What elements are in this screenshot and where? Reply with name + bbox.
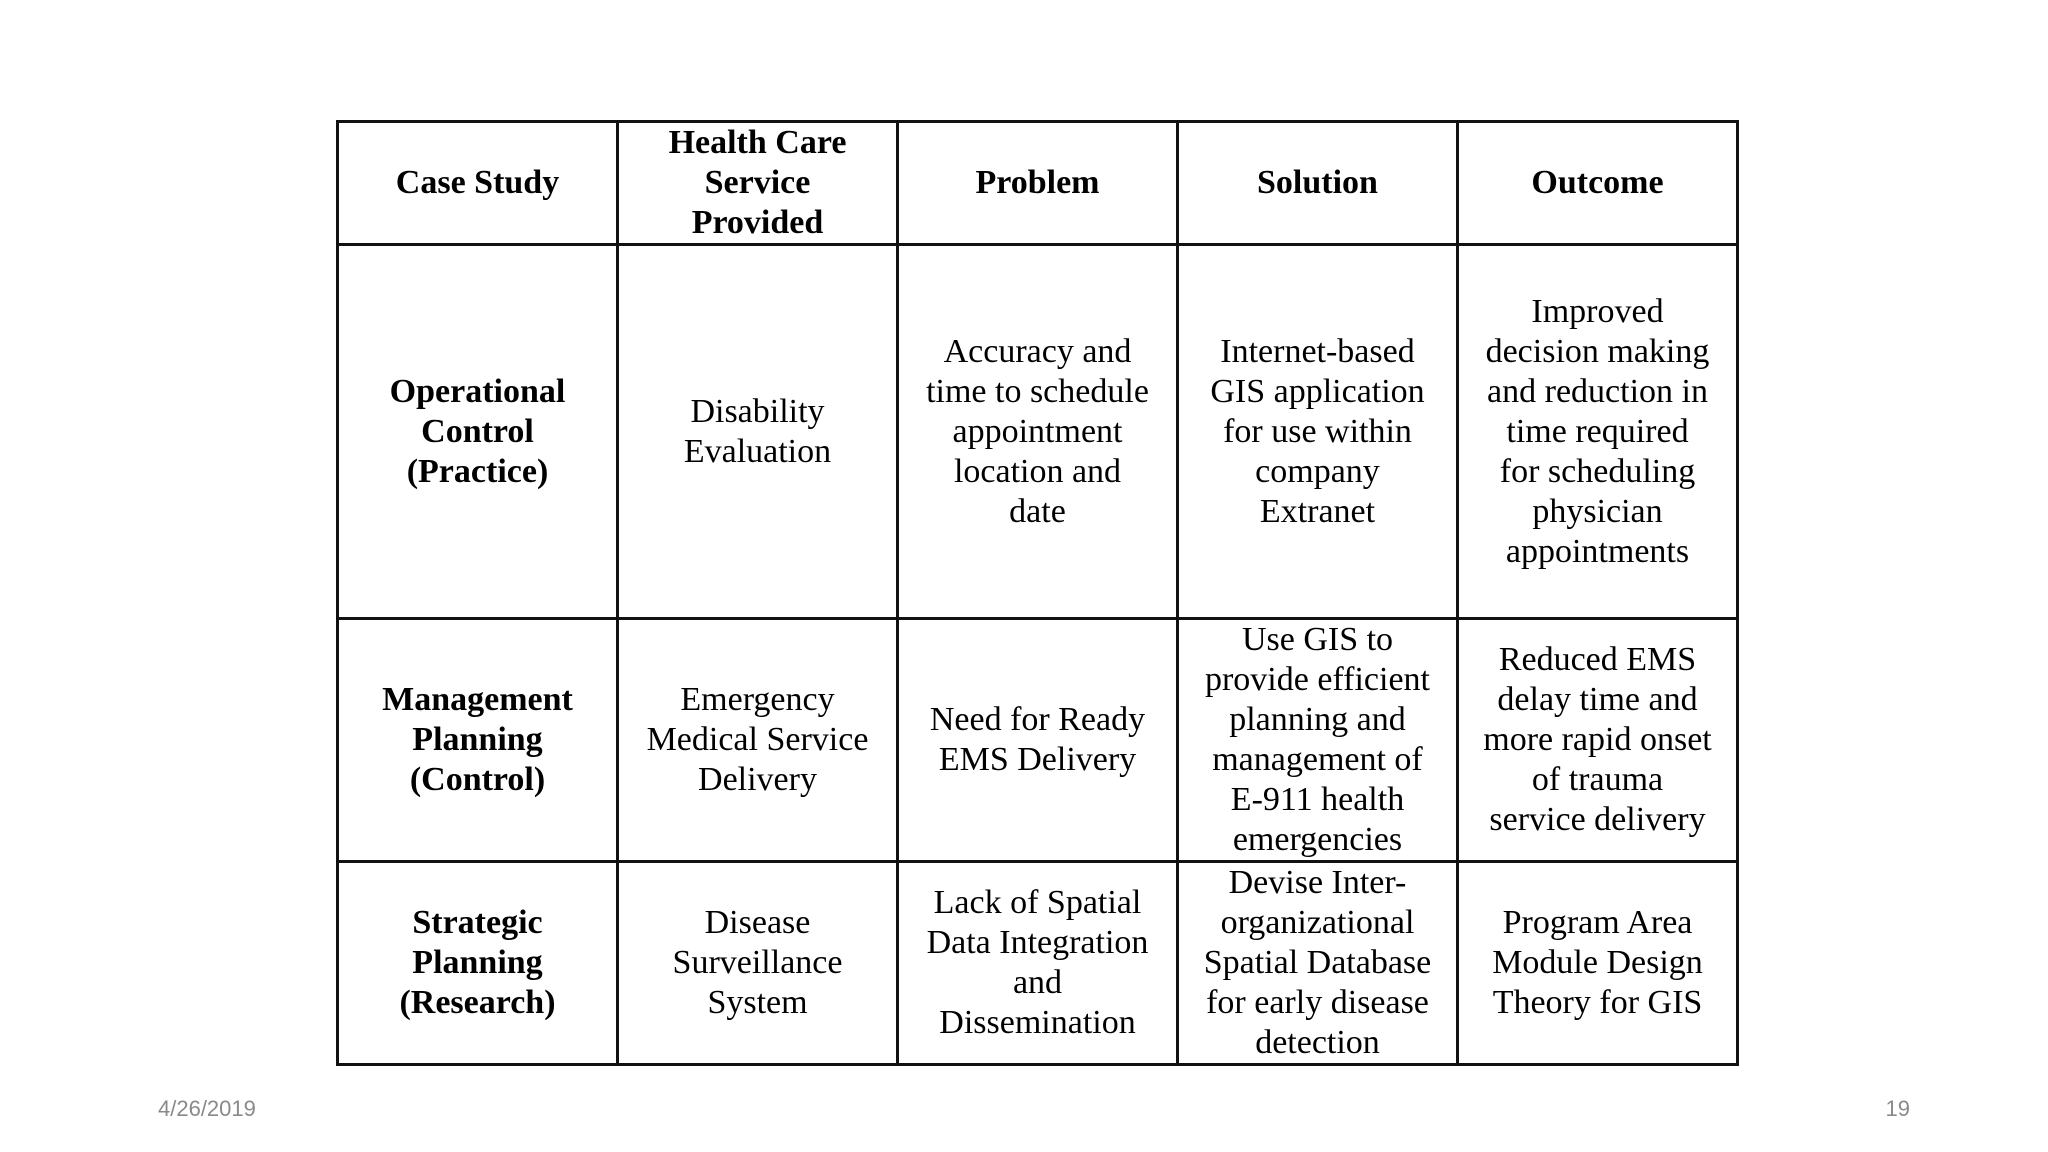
- case-study-table: [336, 120, 1739, 1066]
- row-service: Emergency Medical Service Delivery: [618, 619, 898, 862]
- row-problem: Lack of Spatial Data Integration and Dissemination: [898, 862, 1178, 1065]
- table-row: [338, 245, 1738, 619]
- row-solution: Devise Inter- organizational Spatial Database for early disease detection: [1178, 862, 1458, 1065]
- header-health-care-service: Health Care Service Provided: [618, 122, 898, 245]
- footer-page-number: 19: [1885, 1096, 1910, 1121]
- row-outcome: Improved decision making and reduction in time required for scheduling physician appointments: [1458, 245, 1738, 619]
- row-case-study: Management Planning (Control): [338, 619, 618, 862]
- header-case-study: Case Study: [338, 122, 618, 245]
- footer-date: 4/26/2019: [158, 1096, 256, 1121]
- row-outcome: Reduced EMS delay time and more rapid onset of trauma service delivery: [1458, 619, 1738, 862]
- table-row: [338, 862, 1738, 1065]
- header-problem: Problem: [898, 122, 1178, 245]
- row-service: Disability Evaluation: [618, 245, 898, 619]
- row-solution: Use GIS to provide efficient planning and management of E-911 health emergencies: [1178, 619, 1458, 862]
- header-solution: Solution: [1178, 122, 1458, 245]
- table-row: [338, 619, 1738, 862]
- row-case-study: Strategic Planning (Research): [338, 862, 618, 1065]
- row-problem: Accuracy and time to schedule appointment location and date: [898, 245, 1178, 619]
- row-outcome: Program Area Module Design Theory for GIS: [1458, 862, 1738, 1065]
- header-outcome: Outcome: [1458, 122, 1738, 245]
- row-problem: Need for Ready EMS Delivery: [898, 619, 1178, 862]
- row-case-study: Operational Control (Practice): [338, 245, 618, 619]
- row-service: Disease Surveillance System: [618, 862, 898, 1065]
- table-header-row: [338, 122, 1738, 245]
- row-solution: Internet-based GIS application for use within company Extranet: [1178, 245, 1458, 619]
